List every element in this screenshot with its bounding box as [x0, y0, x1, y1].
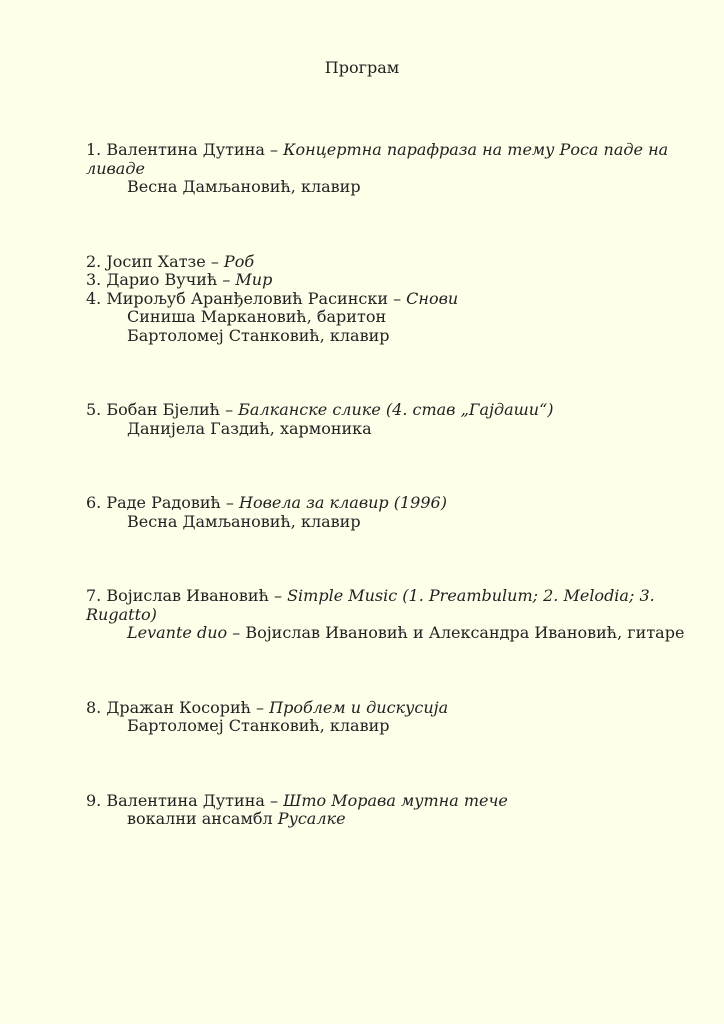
text-run: вокални ансамбл — [127, 809, 278, 828]
text-run: Данијела Газдић, хармоника — [127, 418, 372, 438]
performer-line — [86, 420, 674, 439]
performer-line — [86, 623, 685, 643]
program-entry — [86, 401, 674, 438]
text-run: Бартоломеј Станковић, клавир — [127, 716, 390, 735]
work-title-text: Simple Music (1. Preambulum; 2. Melodia; 3. — [287, 586, 655, 605]
work-title-text: Новела за клавир (1996) — [239, 493, 447, 512]
text-run: 4. Мирољуб Аранђеловић Расински – — [86, 288, 407, 308]
text-run: Бартоломеј Станковић, клавир — [127, 325, 390, 345]
program-line — [86, 792, 674, 811]
program-line — [86, 141, 674, 160]
program-line — [86, 606, 674, 625]
program-group — [86, 494, 674, 531]
program-entry — [86, 290, 674, 346]
performer-line — [86, 717, 674, 736]
work-title-text: Балканске слике (4. став „Гајдаши“) — [238, 400, 554, 419]
program-line — [86, 494, 674, 513]
text-run: Весна Дамљановић, клавир — [127, 177, 361, 196]
program-entry — [86, 586, 685, 643]
program-line — [86, 290, 674, 309]
program-group — [86, 141, 674, 197]
text-run: 6. Раде Радовић – — [86, 493, 239, 512]
page-title: Програм — [324, 58, 400, 77]
text-run: 8. Дражан Косорић – — [86, 697, 270, 717]
text-run: 2. Јосип Хатзе – — [86, 251, 224, 271]
text-run: 1. Валентина Дутина – — [86, 140, 284, 159]
program-entry — [86, 253, 674, 272]
work-title-text: ливаде — [86, 158, 145, 178]
program-group — [86, 253, 674, 346]
performer-line — [86, 308, 674, 327]
program-list — [86, 140, 685, 829]
work-title-text: Снови — [406, 288, 459, 308]
performer-line — [86, 327, 674, 346]
text-run: 9. Валентина Дутина – — [86, 790, 284, 810]
work-title-text: Levante duo — [127, 623, 228, 642]
work-title-text: Мир — [235, 270, 273, 289]
program-line — [86, 253, 674, 272]
performer-line — [86, 810, 674, 829]
text-run: Весна Дамљановић, клавир — [127, 511, 361, 531]
text-run: 5. Бобан Бјелић – — [86, 400, 239, 419]
work-title-text: Проблем и дискусија — [269, 697, 449, 717]
text-run: 7. Војислав Ивановић – — [86, 586, 288, 605]
work-title-text: Rugatto) — [86, 604, 157, 624]
work-title-text: Што Морава мутна тече — [283, 790, 508, 810]
text-run: – Војислав Ивановић и Александра Ивановић, гитаре — [227, 623, 685, 642]
program-line — [86, 401, 674, 420]
program-entry — [86, 699, 674, 736]
program-group — [86, 586, 685, 643]
performer-line — [86, 513, 674, 532]
text-run: Синиша Маркановић, баритон — [127, 307, 387, 326]
program-group — [86, 699, 674, 736]
program-entry — [86, 141, 674, 197]
program-line — [86, 160, 674, 179]
program-group — [86, 401, 674, 438]
program-group — [86, 792, 674, 829]
work-title-text: Концертна парафраза на тему Роса паде на — [283, 140, 669, 159]
program-entry — [86, 792, 674, 829]
program-line — [86, 587, 674, 606]
program-line — [86, 271, 674, 290]
text-run: 3. Дарио Вучић – — [86, 270, 236, 289]
program-entry — [86, 494, 674, 531]
work-title-text: Русалке — [277, 809, 346, 828]
program-entry — [86, 271, 674, 290]
performer-line — [86, 178, 674, 197]
program-line — [86, 699, 674, 718]
work-title-text: Роб — [223, 251, 255, 271]
